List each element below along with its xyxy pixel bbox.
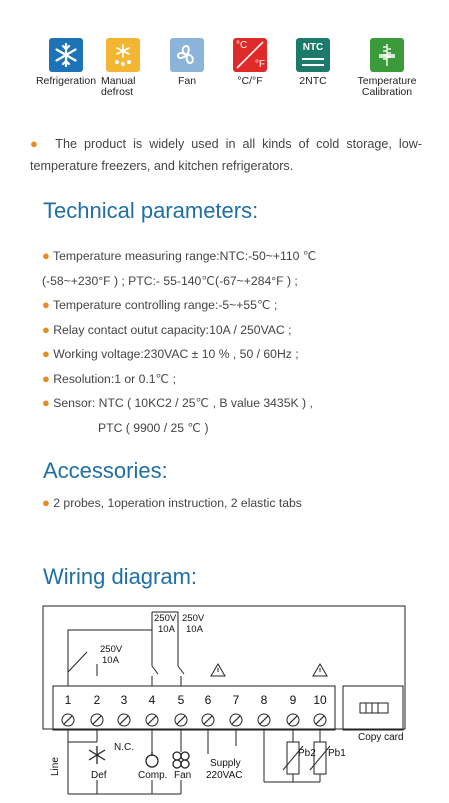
svg-text:9: 9: [289, 693, 297, 707]
svg-text:7: 7: [232, 693, 240, 707]
technical-parameters-heading: Technical parameters:: [43, 198, 259, 223]
list-item: ● Temperature measuring range:NTC:-50~+110 ℃: [42, 248, 317, 263]
list-item: ● Resolution:1 or 0.1℃ ;: [42, 370, 177, 386]
comp-label: Comp.: [138, 770, 168, 781]
line-label: Line: [50, 757, 61, 776]
svg-text:5: 5: [177, 693, 185, 707]
supply-voltage-label: 220VAC: [206, 770, 243, 781]
snowflake-icon: [89, 746, 105, 764]
terminal-screws: [62, 714, 326, 726]
svg-text:3: 3: [120, 693, 128, 707]
wiring-diagram-heading: Wiring diagram:: [43, 564, 198, 589]
intro-paragraph: [30, 133, 422, 177]
defrost-icon: [106, 38, 140, 72]
parameter-list: [42, 244, 422, 440]
feature-label: Temperature Calibration: [357, 75, 417, 98]
bullet-icon: ●: [30, 136, 42, 151]
ntc-icon: NTC: [296, 38, 330, 72]
feature-label: °C/°F: [237, 75, 263, 87]
snowflake-icon: [49, 38, 83, 72]
list-item: ● Working voltage:230VAC ± 10 % , 50 / 60Hz ;: [42, 346, 299, 361]
svg-text:4: 4: [148, 693, 156, 707]
fan-icon: [170, 38, 204, 72]
fan-icon: [173, 752, 189, 768]
feature-label: Refrigeration: [35, 75, 97, 87]
list-item: ● Temperature controlling range:-5~+55℃ ;: [42, 297, 278, 312]
list-item: PTC ( 9900 / 25 ℃ ): [98, 420, 209, 435]
fan-label: Fan: [174, 770, 192, 781]
pb1-label: Pb1: [328, 748, 346, 759]
intro-text: The product is widely used in all kinds of cold storage, low-temperature freezers, and kitchen refrigerators.: [30, 137, 422, 173]
nc-label: N.C.: [114, 742, 134, 753]
thermometer-icon: [370, 38, 404, 72]
svg-text:8: 8: [260, 693, 268, 707]
accessories-heading: Accessories:: [43, 458, 168, 483]
feature-label: 2NTC: [299, 75, 327, 87]
feature-2ntc: [273, 38, 353, 87]
relay-rating: 10A: [158, 624, 175, 635]
terminal-numbers: [65, 693, 327, 707]
feature-label: Fan: [177, 75, 197, 87]
list-item: (-58~+230°F ) ; PTC:- 55-140℃(-67~+284°F ) ;: [42, 273, 298, 288]
svg-text:2: 2: [93, 693, 101, 707]
relay-rating: 250V: [182, 613, 205, 624]
relay-rating: 10A: [186, 624, 203, 635]
celsius-fahrenheit-icon: °C °F: [233, 38, 267, 72]
feature-icons: [0, 38, 449, 108]
wiring-diagram: [40, 604, 410, 796]
svg-text:6: 6: [204, 693, 212, 707]
relay-rating: 250V: [154, 613, 177, 624]
relay-rating: 10A: [102, 655, 119, 666]
accessories-text: ● 2 probes, 1operation instruction, 2 elastic tabs: [42, 495, 302, 510]
feature-temperature-calibration: [347, 38, 427, 98]
list-item: ● Sensor: NTC ( 10KC2 / 25℃ , B value 3435K ) ,: [42, 395, 313, 410]
copy-card-label: Copy card: [358, 732, 404, 743]
pb2-label: Pb2: [298, 748, 316, 759]
list-item: ● Relay contact outut capacity:10A / 250VAC ;: [42, 321, 292, 337]
svg-text:1: 1: [64, 693, 72, 707]
def-label: Def: [91, 770, 107, 781]
warning-icon: [211, 664, 327, 676]
supply-label: Supply: [210, 758, 241, 769]
svg-text:10: 10: [313, 693, 327, 707]
relay-rating: 250V: [100, 644, 123, 655]
feature-label: Manual defrost: [101, 75, 136, 98]
compressor-icon: [146, 752, 158, 767]
